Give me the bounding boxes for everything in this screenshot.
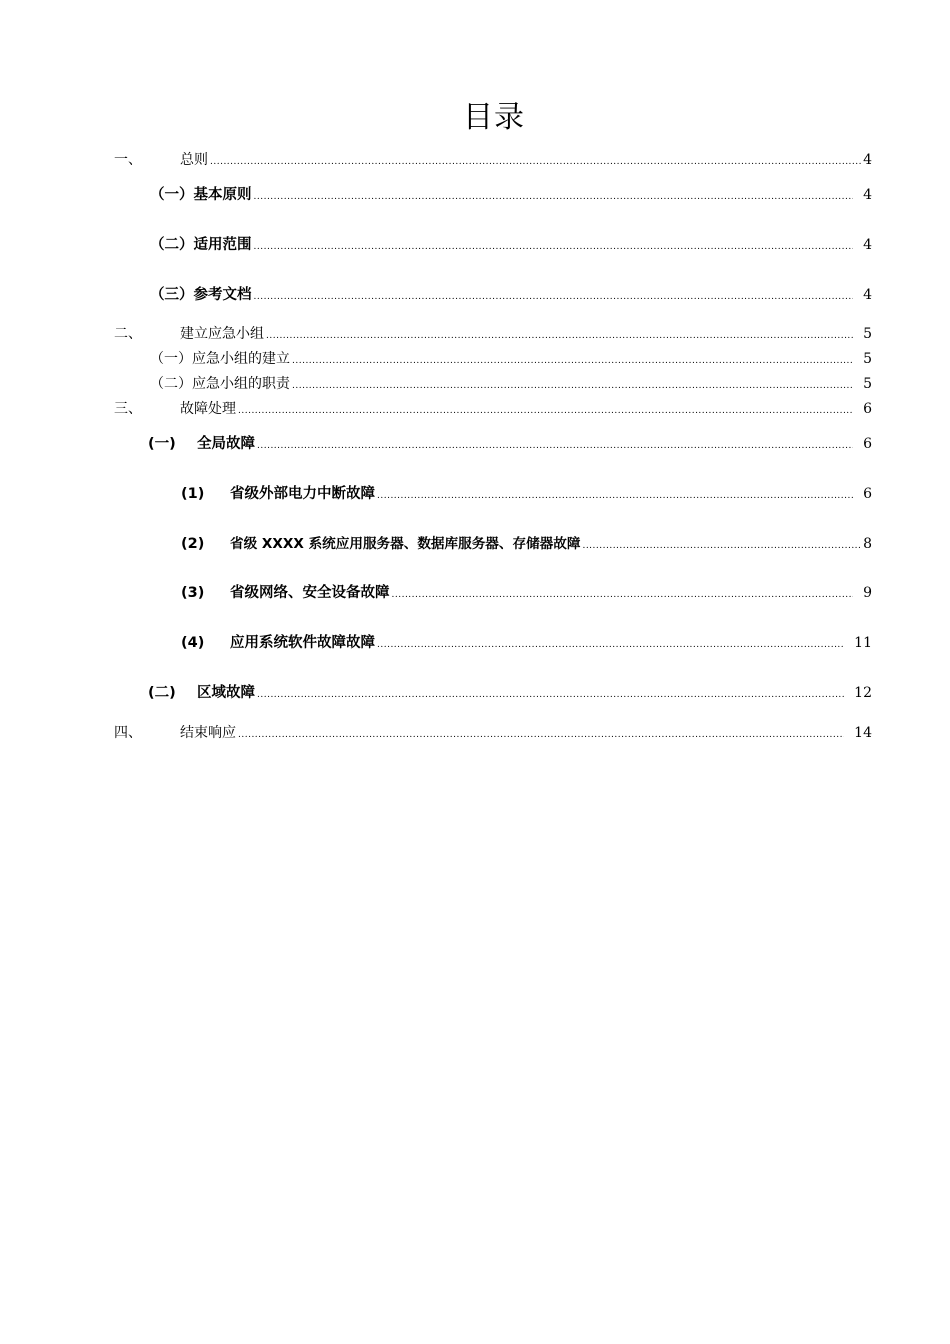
toc-entry-number: 三、	[114, 401, 142, 417]
toc-entry-label: 省级外部电力中断故障	[230, 486, 375, 502]
toc-entry-page: 4	[863, 287, 872, 303]
toc-entry-label: （一）应急小组的建立	[150, 351, 290, 367]
toc-entry-label: （一）基本原则	[150, 187, 252, 203]
toc-entry-chapter-1[interactable]	[114, 149, 872, 171]
toc-entry-page: 9	[863, 585, 872, 601]
toc-entry-page: 12	[854, 685, 872, 701]
toc-dot-leader	[254, 236, 854, 258]
toc-entry-label: 总则	[180, 152, 208, 168]
toc-entry-subsection-3-1-3[interactable]	[181, 582, 872, 604]
toc-dot-leader	[254, 286, 854, 308]
page-title: 目录	[463, 100, 525, 135]
toc-entry-page: 14	[854, 725, 872, 741]
toc-dot-leader	[254, 186, 854, 208]
toc-entry-number: (二)	[148, 685, 176, 701]
toc-dot-leader	[238, 400, 853, 422]
toc-entry-number: 二、	[114, 326, 142, 342]
toc-dot-leader	[392, 584, 854, 606]
toc-dot-leader	[257, 435, 853, 457]
toc-entry-subsection-3-1-4[interactable]	[181, 632, 872, 654]
toc-entry-number: (2)	[181, 536, 205, 552]
toc-entry-label: 全局故障	[197, 436, 255, 452]
toc-entry-page: 6	[863, 436, 872, 452]
toc-entry-label: （二）适用范围	[150, 237, 252, 253]
toc-entry-label: 应用系统软件故障故障	[230, 635, 375, 651]
toc-entry-section-1-1[interactable]	[150, 184, 872, 206]
toc-entry-page: 4	[863, 187, 872, 203]
toc-entry-page: 5	[863, 376, 872, 392]
toc-entry-section-1-3[interactable]	[150, 284, 872, 306]
toc-entry-section-1-2[interactable]	[150, 234, 872, 256]
toc-entry-number: (1)	[181, 486, 205, 502]
toc-entry-page: 5	[863, 326, 872, 342]
toc-entry-label: （三）参考文档	[150, 287, 252, 303]
toc-entry-number: 一、	[114, 152, 142, 168]
toc-dot-leader	[582, 535, 861, 557]
toc-dot-leader	[266, 325, 853, 347]
toc-entry-label: 省级 XXXX 系统应用服务器、数据库服务器、存储器故障	[230, 536, 581, 552]
toc-entry-section-3-2[interactable]	[148, 682, 872, 704]
toc-entry-label: 建立应急小组	[180, 326, 264, 342]
toc-entry-number: (3)	[181, 585, 205, 601]
toc-dot-leader	[210, 151, 861, 173]
toc-entry-chapter-4[interactable]	[114, 722, 872, 744]
toc-dot-leader	[377, 485, 853, 507]
toc-entry-number: (一)	[148, 436, 176, 452]
toc-dot-leader	[292, 375, 853, 397]
toc-entry-chapter-3[interactable]	[114, 398, 872, 420]
toc-entry-chapter-2[interactable]	[114, 323, 872, 345]
toc-entry-subsection-3-1-2[interactable]	[181, 533, 872, 555]
toc-entry-page: 8	[863, 536, 872, 552]
toc-entry-label: 省级网络、安全设备故障	[230, 585, 390, 601]
toc-entry-label: 故障处理	[180, 401, 236, 417]
toc-dot-leader	[292, 350, 853, 372]
toc-entry-page: 6	[863, 401, 872, 417]
toc-entry-label: 结束响应	[180, 725, 236, 741]
toc-entry-section-2-2[interactable]	[150, 373, 872, 395]
toc-entry-page: 4	[863, 237, 872, 253]
toc-entry-label: （二）应急小组的职责	[150, 376, 290, 392]
toc-entry-page: 11	[854, 635, 872, 651]
toc-entry-page: 6	[863, 486, 872, 502]
toc-entry-number: 四、	[114, 725, 142, 741]
toc-entry-section-3-1[interactable]	[148, 433, 872, 455]
toc-dot-leader	[238, 724, 844, 746]
toc-dot-leader	[257, 684, 844, 706]
toc-entry-subsection-3-1-1[interactable]	[181, 483, 872, 505]
toc-entry-page: 4	[863, 152, 872, 168]
toc-entry-label: 区域故障	[197, 685, 255, 701]
toc-entry-number: (4)	[181, 635, 205, 651]
toc-entry-section-2-1[interactable]	[150, 348, 872, 370]
toc-dot-leader	[377, 634, 844, 656]
toc-entry-page: 5	[863, 351, 872, 367]
